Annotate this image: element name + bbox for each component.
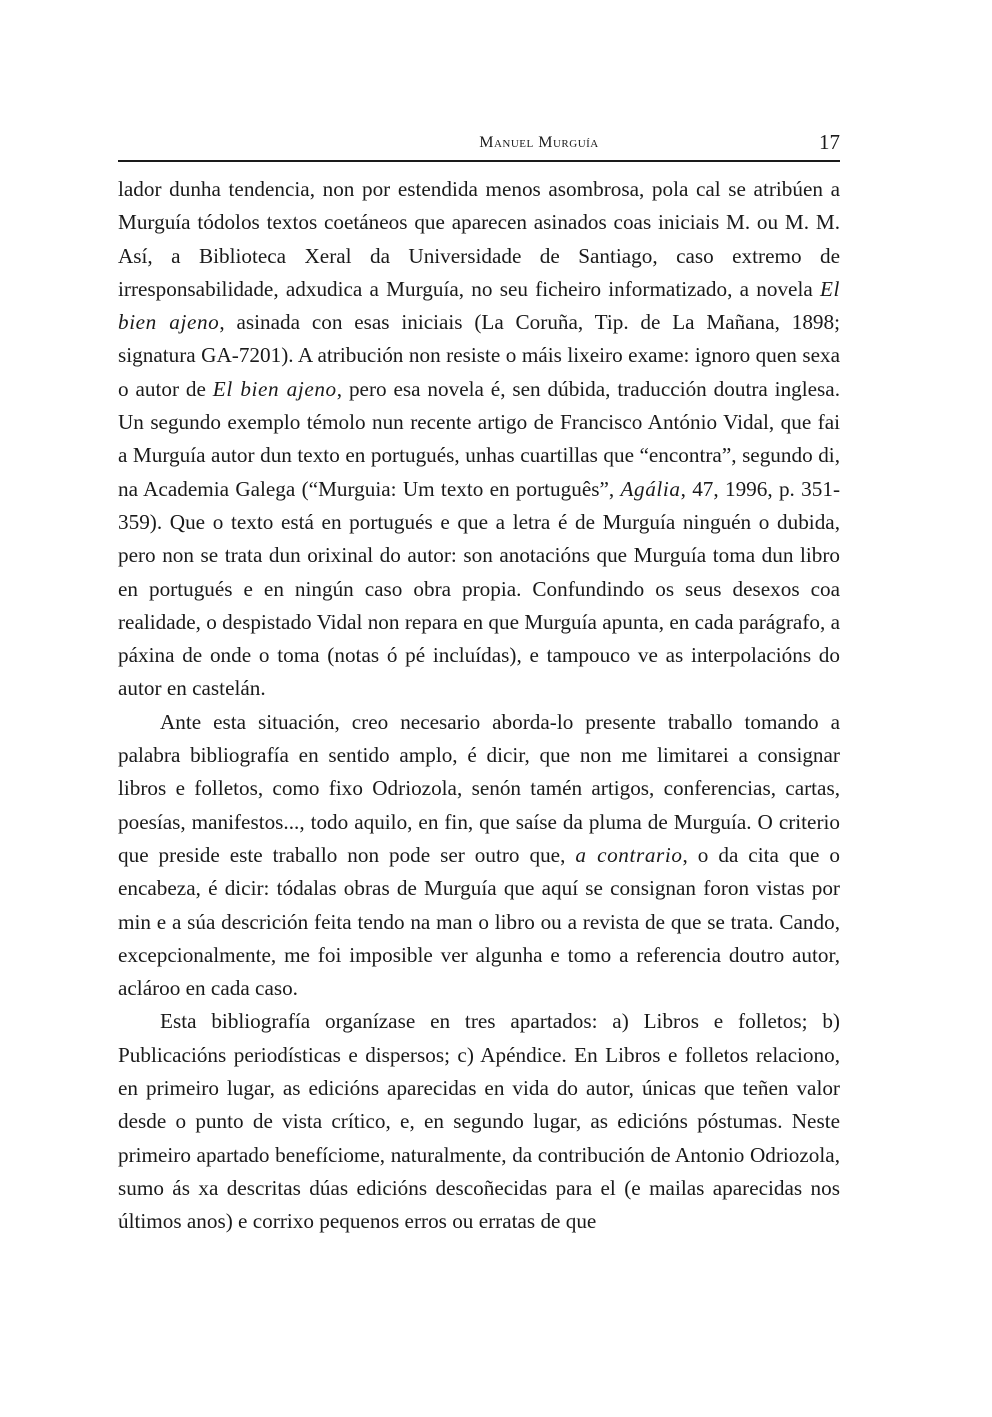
paragraph-text: , pero esa novela é, sen dúbida, traducción doutra inglesa. Un segundo exemplo témolo nun recente artigo de Francisco António Vidal, que fai a Murguía autor dun texto en portugués, unhas cuartillas que “encontra”, segundo di, na Academia Galega (“Murguia: Um texto en português”, [118,376,840,501]
paragraph-text: , o da cita que o encabeza, é dicir: tódalas obras de Murguía que aquí se consignan foron vistas por min e a súa descrición feita tendo na man o libro ou a revista de que se trata. Cando, excepcionalmente, me foi imposible ver algunha e tomo a referencia doutro autor, aclároo en cada caso. [118,842,840,1001]
paragraph-text: Esta bibliografía organízase en tres apartados: a) Libros e folletos; b) Publicacións periodísticas e dispersos; c) Apéndice. En Libros e folletos relaciono, en primeiro lugar, as edicións aparecidas en vida do autor, únicas que teñen valor desde o punto de vista crítico, e, en segundo lugar, as edicións póstumas. Neste primeiro apartado benefíciome, naturalmente, da contribución de Antonio Odriozola, sumo ás xa descritas dúas edicións descoñecidas para el (e mailas aparecidas nos últimos anos) e corrixo pequenos erros ou erratas de que [118,1009,840,1234]
paragraph [118,1005,840,1238]
paragraph [118,706,840,1006]
paragraph-text: , 47, 1996, p. 351-359). Que o texto está en portugués e que a letra é de Murguía ninguén o dubida, pero non se trata dun orixinal do autor: son anotacións que Murguía toma dun libro en portugués e en ningún caso obra propia. Confundindo os seus desexos coa realidade, o despistado Vidal non repara en que Murguía apunta, en cada parágrafo, a páxina de onde o toma (notas ó pé incluídas), e tampouco ve as interpolacións do autor en castelán. [118,476,840,701]
running-header [118,128,840,162]
italic-title: Agália [620,476,681,501]
italic-title: El bien ajeno [212,376,337,401]
body-text [118,173,840,1239]
paragraph-text: Ante esta situación, creo necesario aborda-lo presente traballo tomando a palabra bibliografía en sentido amplo, é dicir, que non me limitarei a consignar libros e folletos, como fixo Odriozola, senón tamén artigos, conferencias, cartas, poesías, manifestos..., todo aquilo, en fin, que saíse da pluma de Murguía. O criterio que preside este traballo non pode ser outro que, [118,709,840,867]
paragraph-text: , asinada con esas iniciais (La Coruña, Tip. de La Mañana, 1898; signatura GA-7201). A atribución non resiste o máis lixeiro exame: ignoro quen sexa o autor de [118,310,840,401]
paragraph-continued [118,173,840,706]
italic-phrase: a contrario [575,842,683,867]
italic-title: El bien ajeno [118,276,840,335]
running-title: Manuel Murguía [479,134,599,151]
paragraph-text: lador dunha tendencia, non por estendida menos asombrosa, pola cal se atribúen a Murguía tódolos textos coetáneos que aparecen asinados coas iniciais M. ou M. M. Así, a Biblioteca Xeral da Universidade de Santiago, caso extremo de irresponsabilidade, adxudica a Murguía, no seu ficheiro informatizado, a novela [118,177,840,301]
page-number: 17 [819,130,840,154]
book-page [118,0,840,1417]
